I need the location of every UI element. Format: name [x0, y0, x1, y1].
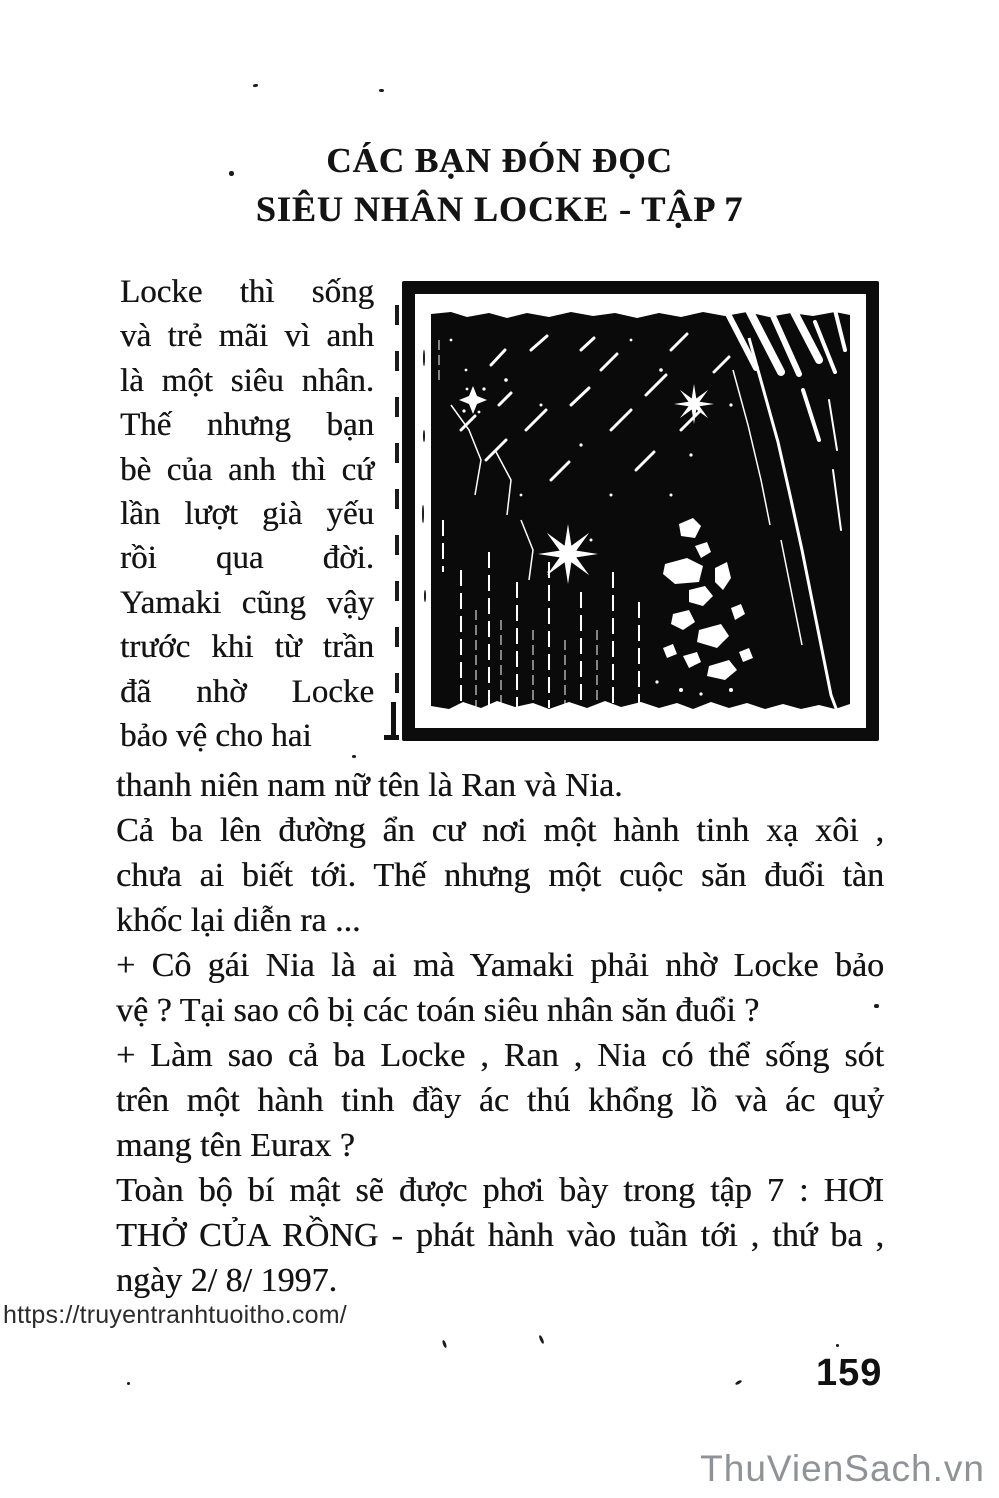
intro-line: Thế nhưng bạn	[120, 407, 374, 444]
body-line: vệ ? Tại sao cô bị các toán siêu nhân săn đuổi ?	[116, 992, 760, 1029]
ink-speck	[423, 430, 425, 442]
intro-line: và trẻ mãi vì anh	[120, 318, 374, 355]
page-title-line-1: CÁC BẠN ĐÓN ĐỌC	[326, 141, 673, 180]
ink-speck	[127, 1382, 130, 1385]
intro-line: lần lượt già yếu	[120, 496, 374, 533]
ink-speck	[422, 505, 424, 523]
ink-speck	[442, 1340, 448, 1349]
ink-speck	[423, 350, 425, 366]
body-line: Cả ba lên đường ẩn cư nơi một hành tinh xạ xôi ,	[116, 812, 884, 849]
ink-speck	[538, 1335, 544, 1344]
ink-speck	[352, 755, 356, 758]
ink-speck	[874, 1004, 879, 1008]
intro-line: Yamaki cũng vậy	[120, 584, 374, 621]
body-line: + Làm sao cả ba Locke , Ran , Nia có thể sống sót	[116, 1037, 884, 1074]
intro-line: là một siêu nhân.	[120, 362, 374, 399]
ink-speck	[735, 1379, 743, 1385]
body-line: thanh niên nam nữ tên là Ran và Nia.	[116, 767, 623, 804]
body-line: trên một hành tinh đầy ác thú khổng lồ và ác quỷ	[116, 1082, 884, 1119]
intro-line: bè của anh thì cứ	[120, 451, 374, 488]
body-line: THỞ CỦA RỒNG - phát hành vào tuần tới , thứ ba ,	[116, 1217, 884, 1254]
ink-speck	[836, 1344, 839, 1347]
intro-line: rồi qua đời.	[120, 540, 374, 577]
body-line: khốc lại diễn ra ...	[116, 902, 361, 939]
body-line: mang tên Eurax ?	[116, 1127, 355, 1164]
body-line: ngày 2/ 8/ 1997.	[116, 1262, 337, 1299]
ink-speck	[379, 89, 384, 92]
night-cliff-woodcut-image	[431, 310, 850, 711]
ink-speck	[424, 590, 426, 602]
intro-line: bảo vệ cho hai	[120, 718, 312, 755]
body-line: Toàn bộ bí mật sẽ được phơi bày trong tập 7 : HƠI	[116, 1172, 884, 1209]
intro-paragraph	[120, 270, 374, 758]
body-line: chưa ai biết tới. Thế nhưng một cuộc săn đuổi tàn	[116, 857, 884, 894]
woodcut-illustration	[402, 281, 879, 741]
frame-corner-mark	[384, 735, 399, 740]
body-line: + Cô gái Nia là ai mà Yamaki phải nhờ Locke bảo	[116, 947, 884, 984]
page-number: 159	[816, 1352, 883, 1394]
source-url-text: https://truyentranhtuoitho.com/	[3, 1301, 347, 1329]
intro-line: Locke thì sống	[120, 274, 374, 310]
ink-speck	[253, 84, 258, 88]
page-title-line-2: SIÊU NHÂN LOCKE - TẬP 7	[255, 189, 744, 229]
intro-line: trước khi từ trần	[120, 629, 374, 666]
ink-speck	[229, 171, 234, 176]
intro-line: đã nhờ Locke	[120, 673, 374, 710]
body-paragraph	[116, 763, 884, 1303]
site-watermark: ThuVienSach.vn	[700, 1448, 985, 1489]
frame-dash-marks	[395, 305, 399, 715]
